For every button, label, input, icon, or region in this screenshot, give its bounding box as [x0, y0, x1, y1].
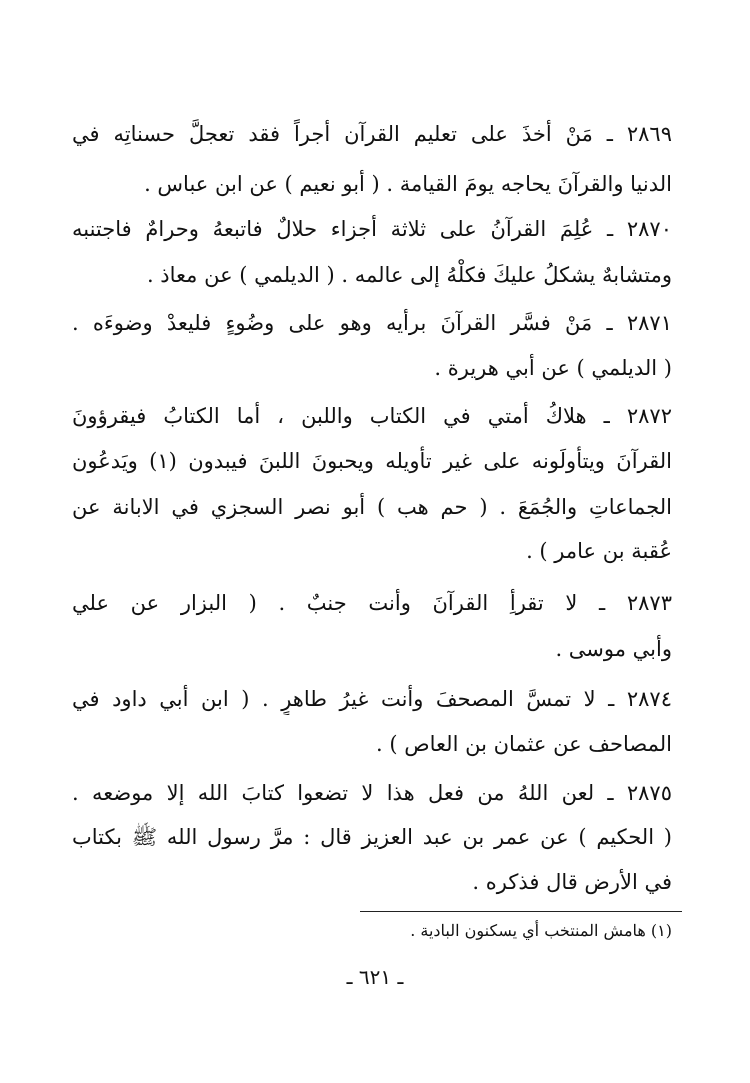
entry-2871-line-1: ٢٨٧١ ـ مَنْ فسَّر القرآنَ برأيه وهو على وضُوءٍ فليعدْ وضوءَه .	[72, 311, 672, 335]
entry-2875-line-2: ( الحكيم ) عن عمر بن عبد العزيز قال : مرَّ رسول الله ﷺ بكتاب	[72, 825, 672, 849]
entry-2873-line-1: ٢٨٧٣ ـ لا تقرأِ القرآنَ وأنت جنبٌ . ( البزار عن علي	[72, 591, 672, 615]
entry-2870-line-2: ومتشابهٌ يشكلُ عليكَ فكلْهُ إلى عالمه . ( الديلمي ) عن معاذ .	[146, 263, 672, 287]
entry-2870-line-1: ٢٨٧٠ ـ عُلِمَ القرآنُ على ثلاثة أجزاء حلالٌ فاتبعهُ وحرامٌ فاجتنبه	[72, 217, 672, 241]
entry-2871-line-2: ( الديلمي ) عن أبي هريرة .	[434, 356, 672, 380]
footnote: (١) هامش المنتخب أي يسكنون البادية .	[410, 921, 672, 940]
entry-2872-line-4: عُقبة بن عامر ) .	[526, 539, 672, 563]
entry-2873-line-2: وأبي موسى .	[555, 637, 672, 661]
entry-2875-line-3: في الأرض قال فذكره .	[472, 870, 672, 894]
entry-2872-line-2: القرآنَ ويتأولَونه على غير تأويله ويحبونَ اللبنَ فيبدون (١) ويَدعُون	[72, 449, 672, 473]
entry-2869-line-1: ٢٨٦٩ ـ مَنْ أخذَ على تعليم القرآن أجراً فقد تعجلَّ حسناتِه في	[72, 122, 672, 146]
entry-2875-line-1: ٢٨٧٥ ـ لعن اللهُ من فعل هذا لا تضعوا كتابَ الله إلا موضعه .	[72, 781, 672, 805]
entry-2874-line-1: ٢٨٧٤ ـ لا تمسَّ المصحفَ وأنت غيرُ طاهرٍ . ( ابن أبي داود في	[72, 687, 672, 711]
entry-2872-line-1: ٢٨٧٢ ـ هلاكُ أمتي في الكتاب واللبن ، أما الكتابُ فيقرؤونَ	[72, 404, 672, 428]
page-number: ـ ٦٢١ ـ	[346, 965, 404, 989]
footnote-separator	[360, 911, 682, 912]
entry-2872-line-3: الجماعاتِ والجُمَعَ . ( حم هب ) أبو نصر السجزي في الابانة عن	[72, 495, 672, 519]
entry-2869-line-2: الدنيا والقرآنَ يحاجه يومَ القيامة . ( أبو نعيم ) عن ابن عباس .	[144, 172, 672, 196]
entry-2874-line-2: المصاحف عن عثمان بن العاص ) .	[376, 732, 672, 756]
